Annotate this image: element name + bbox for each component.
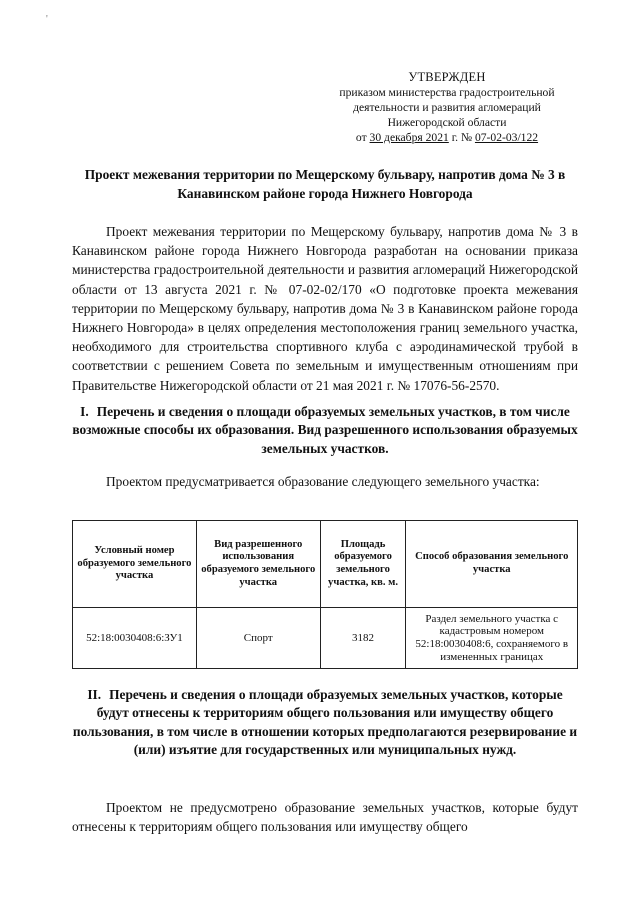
approval-date-prefix: от [355,131,367,144]
section-2-heading [72,686,578,760]
plot-use-cell: Спорт [196,608,320,669]
section-2-paragraph: Проектом не предусмотрено образование земельных участков, которые будут отнесены к территориям общего пользования или имуществу общего [72,800,578,835]
intro-paragraph: Проект межевания территории по Мещерскому бульвару, напротив дома № 3 в Канавинском районе города Нижнего Новгорода разработан на основании приказа министерства градостроительной деятельности и развития агломераций Нижегородской области от 13 августа 2021 г. № 07-02-02/170 «О подготовке проекта межевания территории по Мещерскому бульвару, напротив дома № 3 в Канавинском районе города Нижнего Новгорода» в целях определения местоположения границ земельного участка, необходимого для строительства спортивного клуба с аэродинамической трубой в соответствии с решением Совета по земельным и имущественным отношениям при Правительстве Нижегородской области от 21 мая 2021 г. № 17076-56-2570. [72,224,578,393]
corner-mark: ' [46,14,48,25]
section-1-number: I. [80,404,89,419]
table-header-row [73,521,578,608]
approval-heading: УТВЕРЖДЕН [408,70,486,84]
land-plots-table [72,520,578,669]
plot-method-cell: Раздел земельного участка с кадастровым номером 52:18:0030408:6, сохраняемого в измененных границах [406,608,578,669]
approval-number: 07-02-03/122 [474,131,539,144]
section-1-title: Перечень и сведения о площади образуемых земельных участков, в том числе возможные способы их образования. Вид разрешенного использования образуемых земельных участков. [72,404,578,456]
table-header-cell: Способ образования земельного участка [406,521,578,608]
document-title: Проект межевания территории по Мещерскому бульвару, напротив дома № 3 в Канавинском районе города Нижнего Новгорода [84,167,566,201]
table-header-cell: Площадь образуемого земельного участка, кв. м. [320,521,406,608]
section-2-title: Перечень и сведения о площади образуемых земельных участков, которые будут отнесены к территориям общего пользования или имуществу общего пользования, в том числе в отношении которых предполагаются резервирование и (или) изъятие для государственных или муниципальных нужд. [72,687,578,758]
section-2-number: II. [87,687,102,702]
table-header-cell: Условный номер образуемого земельного участка [73,521,197,608]
approval-line: деятельности и развития агломераций [353,101,541,114]
section-1-lead: Проектом предусматривается образование следующего земельного участка: [106,474,540,489]
plot-area-cell: 3182 [320,608,406,669]
approval-block [322,70,572,145]
approval-date-line [322,130,572,145]
plot-number-cell: 52:18:0030408:6:ЗУ1 [73,608,197,669]
approval-date-suffix: г. № [451,131,473,144]
approval-line: Нижегородской области [387,116,507,129]
table-header-cell: Вид разрешенного использования образуемого земельного участка [196,521,320,608]
table-row [73,608,578,669]
approval-date: 30 декабря 2021 [369,131,449,144]
approval-line: приказом министерства градостроительной [339,86,555,99]
section-1-heading [72,403,578,458]
